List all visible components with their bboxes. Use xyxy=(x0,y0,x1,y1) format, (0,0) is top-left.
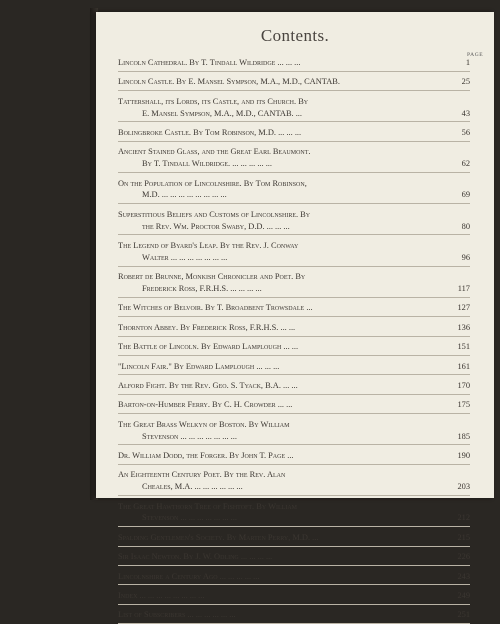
entry-divider xyxy=(118,234,470,235)
contents-entry-continuation: Stevenson ... ... ... ... ... ... ... 212 xyxy=(142,513,470,523)
entry-page-number: 1 xyxy=(465,58,470,67)
entry-page-number: 25 xyxy=(461,77,470,87)
contents-list xyxy=(96,12,494,620)
entry-page-number: 62 xyxy=(461,159,470,169)
entry-page-number: 190 xyxy=(457,451,470,460)
entry-page-number: 203 xyxy=(457,482,470,492)
entry-page-number: 117 xyxy=(457,284,470,293)
contents-entry: An Eighteenth Century Poet. By the Rev. Alan xyxy=(118,470,286,480)
contents-entry: Tattershall, its Lords, its Castle, and its Church. By xyxy=(118,96,309,106)
contents-entry: List of Subscribers ... ... ... ... ... ... 251 xyxy=(118,610,470,620)
contents-entry: On the Population of Lincolnshire. By Tom Robinson, xyxy=(118,178,307,188)
contents-entry: Sir Isaac Newton. By J. W. Odling ... ... ... ... 226 xyxy=(118,552,470,562)
entry-divider xyxy=(118,394,470,395)
contents-entry: Thornton Abbey. By Frederick Ross, F.R.H.S. ... ... 136 xyxy=(118,322,470,332)
contents-entry-continuation: Stevenson ... ... ... ... ... ... ... 185 xyxy=(142,431,470,441)
entry-page-number: 96 xyxy=(461,252,470,262)
entry-divider xyxy=(118,203,470,204)
contents-entry: Lincoln Cathedral. By T. Tindall Wildridge ... ... ... 1 xyxy=(118,58,470,67)
entry-page-number: 185 xyxy=(457,431,470,441)
entry-divider xyxy=(118,464,470,465)
contents-entry-continuation: Cheales, M.A. ... ... ... ... ... ... 203 xyxy=(142,482,470,492)
entry-page-number: 80 xyxy=(461,221,470,231)
contents-entry: The Great Hawthorn Tree of Fishtoft. By William xyxy=(118,501,297,511)
entry-divider xyxy=(118,584,470,585)
contents-entry: Barton-on-Humber Ferry. By C. H. Crowder ... ... 175 xyxy=(118,400,470,410)
entry-page-number: 161 xyxy=(457,361,470,371)
entry-divider xyxy=(118,141,470,142)
entry-page-number: 243 xyxy=(457,571,470,581)
contents-entry: Index ... ... ... ... ... ... ... ... 249 xyxy=(118,591,470,600)
entry-divider xyxy=(118,604,470,605)
contents-entry: The Legend of Byard's Leap. By the Rev. J. Conway xyxy=(118,241,299,250)
entry-page-number: 251 xyxy=(457,610,470,620)
contents-entry: The Witches of Belvoir. By T. Broadbent Trowsdale ... 127 xyxy=(118,303,470,313)
entry-page-number: 175 xyxy=(457,400,470,410)
entry-divider xyxy=(118,413,470,414)
contents-entry: Dr. William Dodd, the Forger. By John T. Page ... 190 xyxy=(118,451,470,460)
entry-divider xyxy=(118,316,470,317)
entry-page-number: 212 xyxy=(457,513,470,523)
entry-page-number: 151 xyxy=(457,342,470,352)
entry-divider xyxy=(118,526,470,527)
entry-divider xyxy=(118,121,470,122)
entry-divider xyxy=(118,266,470,267)
entry-page-number: 136 xyxy=(457,322,470,332)
entry-divider xyxy=(118,355,470,356)
entry-divider xyxy=(118,565,470,566)
contents-entry: The Great Brass Welkyn of Boston. By William xyxy=(118,419,290,429)
contents-entry-continuation: Walter ... ... ... ... ... ... ... 96 xyxy=(142,252,470,262)
page-title: Contents. xyxy=(260,26,330,45)
contents-entry: Lincolnshire a Century Ago ... ... ... ... ... 243 xyxy=(118,571,470,581)
entry-divider xyxy=(118,71,470,72)
entry-divider xyxy=(118,374,470,375)
entry-page-number: 127 xyxy=(457,303,470,313)
entry-page-number: 69 xyxy=(461,190,470,200)
entry-page-number: 249 xyxy=(457,591,470,600)
entry-divider xyxy=(118,444,470,445)
contents-entry: Spalding Gentlemen's Society. By Marten Perry, M.D. ... 215 xyxy=(118,532,470,542)
contents-entry: "Lincoln Fair." By Edward Lamplough ... ... ... 161 xyxy=(118,361,470,371)
entry-page-number: 56 xyxy=(461,128,470,137)
entry-page-number: 226 xyxy=(457,552,470,562)
entry-page-number: 170 xyxy=(457,381,470,390)
contents-entry: The Battle of Lincoln. By Edward Lamplough ... ... 151 xyxy=(118,342,470,352)
entry-divider xyxy=(118,546,470,547)
entry-divider xyxy=(118,495,470,496)
page-column-heading: PAGE xyxy=(467,52,484,58)
contents-entry-continuation: the Rev. Wm. Proctor Swaby, D.D. ... ... ... 80 xyxy=(142,221,470,231)
contents-entry-continuation: By T. Tindall Wildridge. ... ... ... ... ... 62 xyxy=(142,159,470,169)
contents-entry: Lincoln Castle. By E. Mansel Sympson, M.A., M.D., CANTAB. 25 xyxy=(118,77,470,87)
contents-entry: Robert de Brunne, Monkish Chronicler and Poet. By xyxy=(118,272,306,282)
contents-entry-continuation: Frederick Ross, F.R.H.S. ... ... ... ... 117 xyxy=(142,284,470,293)
entry-divider xyxy=(118,172,470,173)
contents-entry-continuation: M.D. ... ... ... ... ... ... ... ... 69 xyxy=(142,190,470,200)
contents-entry: Ancient Stained Glass, and the Great Earl Beaumont. xyxy=(118,147,311,157)
contents-page xyxy=(96,12,494,620)
entry-divider xyxy=(118,336,470,337)
entry-divider xyxy=(118,297,470,298)
contents-entry: Superstitious Beliefs and Customs of Lincolnshire. By xyxy=(118,209,311,219)
entry-divider xyxy=(118,90,470,91)
contents-entry: Bolingbroke Castle. By Tom Robinson, M.D. ... ... ... 56 xyxy=(118,128,470,137)
contents-entry: Alford Fight. By the Rev. Geo. S. Tyack, B.A. ... ... 170 xyxy=(118,381,470,390)
entry-page-number: 43 xyxy=(461,108,470,118)
contents-entry-continuation: E. Mansel Sympson, M.A., M.D., CANTAB. ... 43 xyxy=(142,108,470,118)
entry-page-number: 215 xyxy=(457,532,470,542)
